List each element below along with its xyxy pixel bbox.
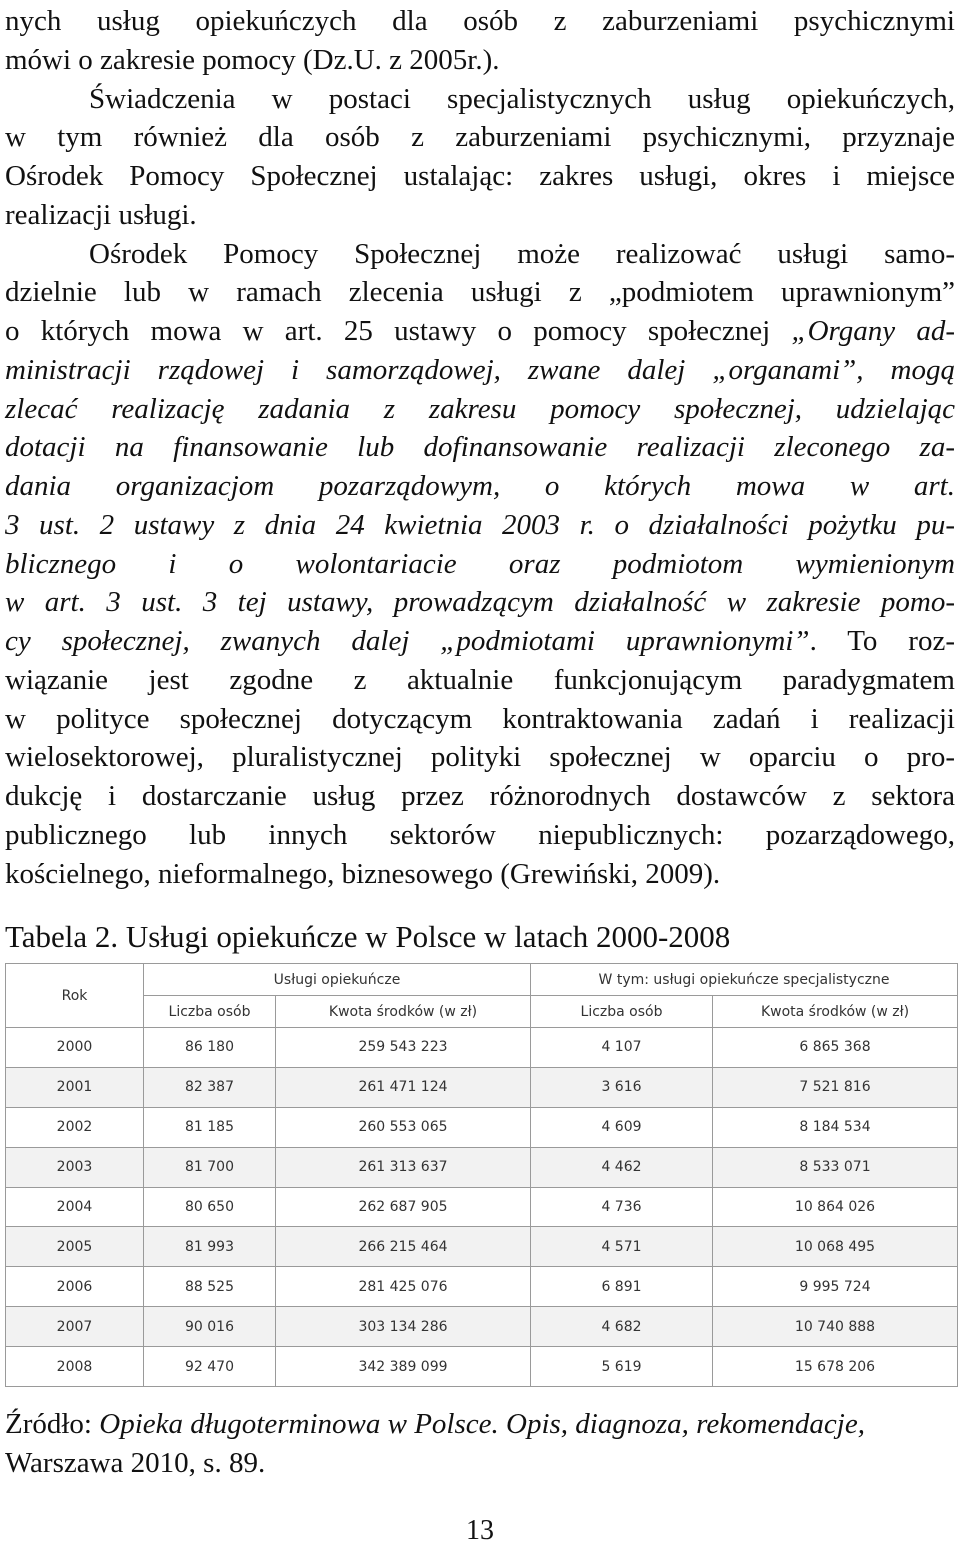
table-cell: 81 185 [144,1107,276,1147]
table-row [6,1067,958,1107]
table-cell: 6 865 368 [713,1028,958,1068]
table-cell-year: 2002 [6,1107,144,1147]
header-rok: Rok [6,964,144,1028]
body-line: zlecać realizację zadania z zakresu pomocy społecznej, udzielając [5,393,955,425]
body-line: dania organizacjom pozarządowym, o których mowa w art. [5,470,955,502]
table-cell: 8 184 534 [713,1107,958,1147]
body-line: cy społecznej, zwanych dalej „podmiotami uprawnionymi”. To roz- [5,625,955,657]
table-cell-year: 2004 [6,1187,144,1227]
table-cell: 4 107 [531,1028,713,1068]
body-line: blicznego i o wolontariacie oraz podmiotom wymienionym [5,548,955,580]
body-line: 3 ust. 2 ustawy z dnia 24 kwietnia 2003 r. o działalności pożytku pu- [5,509,955,541]
body-line: dotacji na finansowanie lub dofinansowanie realizacji zleconego za- [5,431,955,463]
table-cell: 10 864 026 [713,1187,958,1227]
body-line: dzielnie lub w ramach zlecenia usługi z „podmiotem uprawnionym” [5,276,955,308]
header-uslugi-opiekuncze: Usługi opiekuńcze [144,964,531,996]
table-cell: 10 740 888 [713,1307,958,1347]
table-cell: 281 425 076 [276,1267,531,1307]
body-line: o których mowa w art. 25 ustawy o pomocy społecznej „Organy ad- [5,315,955,347]
header-liczba-osob: Liczba osób [144,996,276,1028]
body-line: w tym również dla osób z zaburzeniami psychicznymi, przyznaje [5,121,955,153]
header-liczba-osob-spec: Liczba osób [531,996,713,1028]
table-cell: 260 553 065 [276,1107,531,1147]
source-line: Warszawa 2010, s. 89. [5,1447,266,1479]
table-cell: 10 068 495 [713,1227,958,1267]
header-kwota-srodkow-spec: Kwota środków (w zł) [713,996,958,1028]
table-cell-year: 2000 [6,1028,144,1068]
table-cell: 303 134 286 [276,1307,531,1347]
table-cell: 8 533 071 [713,1147,958,1187]
table-row [6,1187,958,1227]
table-cell: 81 993 [144,1227,276,1267]
body-line: Ośrodek Pomocy Społecznej może realizować usługi samo- [89,238,955,270]
table-cell-year: 2005 [6,1227,144,1267]
source-line: Źródło: Opieka długoterminowa w Polsce. Opis, diagnoza, rekomendacje, [5,1408,865,1440]
body-line: mówi o zakresie pomocy (Dz.U. z 2005r.). [5,44,500,76]
header-uslugi-specjalistyczne: W tym: usługi opiekuńcze specjalistyczne [531,964,958,996]
table-cell: 3 616 [531,1067,713,1107]
body-line: w art. 3 ust. 3 tej ustawy, prowadzącym działalność w zakresie pomo- [5,586,955,618]
table-cell-year: 2003 [6,1147,144,1187]
table-cell-year: 2006 [6,1267,144,1307]
table-caption: Tabela 2. Usługi opiekuńcze w Polsce w latach 2000-2008 [5,919,731,954]
table-row [6,1227,958,1267]
body-line: wiązanie jest zgodne z aktualnie funkcjonującym paradygmatem [5,664,955,696]
table-cell: 6 891 [531,1267,713,1307]
table-cell: 342 389 099 [276,1347,531,1387]
table-cell: 90 016 [144,1307,276,1347]
table-cell-year: 2008 [6,1347,144,1387]
table-cell: 261 471 124 [276,1067,531,1107]
table-cell: 9 995 724 [713,1267,958,1307]
table-cell: 15 678 206 [713,1347,958,1387]
table-row [6,1307,958,1347]
table-cell: 5 619 [531,1347,713,1387]
table-cell: 86 180 [144,1028,276,1068]
body-line: kościelnego, nieformalnego, biznesowego (Grewiński, 2009). [5,858,721,890]
body-line: realizacji usługi. [5,199,197,231]
header-kwota-srodkow: Kwota środków (w zł) [276,996,531,1028]
table-cell: 261 313 637 [276,1147,531,1187]
body-line: publicznego lub innych sektorów niepublicznych: pozarządowego, [5,819,955,851]
table-cell: 4 736 [531,1187,713,1227]
table-cell: 92 470 [144,1347,276,1387]
table-cell: 82 387 [144,1067,276,1107]
table-row [6,1028,958,1068]
body-line: dukcję i dostarczanie usług przez różnorodnych dostawców z sektora [5,780,955,812]
page-number: 13 [466,1515,494,1546]
body-line: wielosektorowej, pluralistycznej polityki społecznej w oparciu o pro- [5,741,955,773]
body-line: nych usług opiekuńczych dla osób z zaburzeniami psychicznymi [5,5,955,37]
body-line: ministracji rządowej i samorządowej, zwane dalej „organami”, mogą [5,354,955,386]
table-cell: 259 543 223 [276,1028,531,1068]
table-row [6,1267,958,1307]
table-cell: 4 609 [531,1107,713,1147]
table-cell: 7 521 816 [713,1067,958,1107]
table-cell-year: 2001 [6,1067,144,1107]
table-cell: 262 687 905 [276,1187,531,1227]
table-row [6,1147,958,1187]
body-line: Ośrodek Pomocy Społecznej ustalając: zakres usługi, okres i miejsce [5,160,955,192]
table-cell: 4 462 [531,1147,713,1187]
table-cell: 4 682 [531,1307,713,1347]
table-cell: 81 700 [144,1147,276,1187]
table-cell: 88 525 [144,1267,276,1307]
table-cell: 80 650 [144,1187,276,1227]
table-cell-year: 2007 [6,1307,144,1347]
table-cell: 4 571 [531,1227,713,1267]
care-services-table [5,963,958,1387]
table-row [6,1347,958,1387]
table-cell: 266 215 464 [276,1227,531,1267]
body-line: Świadczenia w postaci specjalistycznych usług opiekuńczych, [89,83,955,115]
body-line: w polityce społecznej dotyczącym kontraktowania zadań i realizacji [5,703,955,735]
table-row [6,1107,958,1147]
